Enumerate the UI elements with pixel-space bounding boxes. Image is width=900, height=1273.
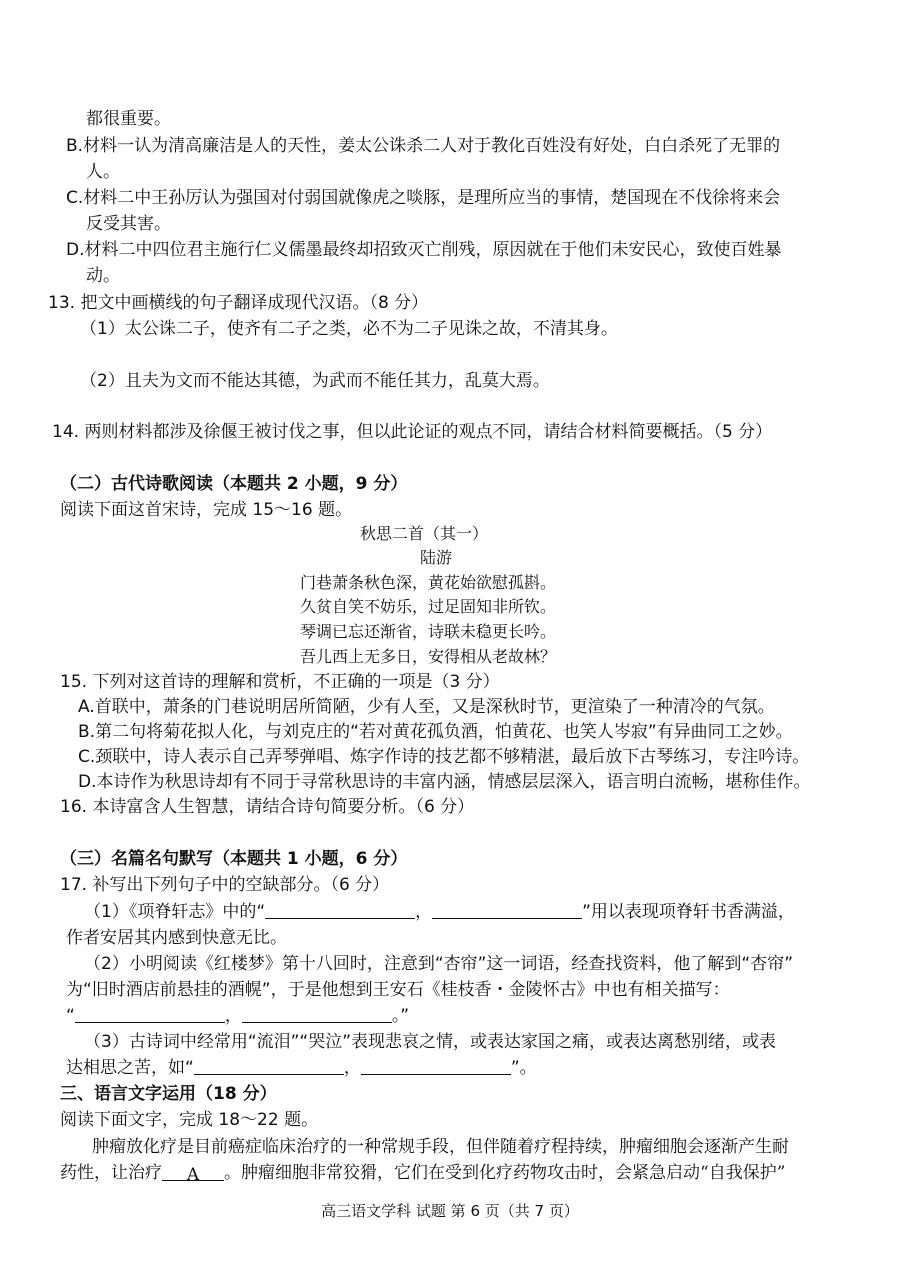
question-13-stem: 13. 把文中画横线的句子翻译成现代汉语。（8 分） [48,293,429,313]
page-footer: 高三语文学科 试题 第 6 页（共 7 页） [321,1202,579,1220]
question-17-item-3-line2 [66,1055,537,1081]
passage-line-1: 肿瘤放化疗是目前癌症临床治疗的一种常规手段，但伴随着疗程持续，肿瘤细胞会逐渐产生耐 [92,1137,789,1157]
answer-blank[interactable] [242,1004,392,1023]
passage-text: 药性，让治疗 [60,1163,162,1183]
question-17-item-2-line1: （2）小明阅读《红楼梦》第十八回时，注意到“杏帘”这一词语，经查找资料，他了解到“杏帘” [84,954,794,974]
item-2-comma: ， [224,1006,242,1026]
answer-blank[interactable] [75,1004,225,1023]
question-15-option-d: D.本诗作为秋思诗却有不同于寻常秋思诗的丰富内涵，情感层层深入，语言明白流畅，堪称佳作。 [78,772,811,792]
item-2-open-quote: “ [66,1006,75,1026]
option-d-line1: D.材料二中四位君主施行仁义儒墨最终却招致灭亡削残，原因就在于他们未安民心，致使百姓暴 [66,240,782,260]
part-3-intro: 阅读下面文字，完成 18～22 题。 [60,1110,319,1130]
poem-line: 吾儿西上无多日，安得相从老故林？ [300,647,557,666]
question-17-item-2-line2: 为“旧时酒店前悬挂的酒幌”，于是他想到王安石《桂枝香・金陵怀古》中也有相关描写： [66,980,730,1000]
option-c-line2: 反受其害。 [86,214,171,234]
poem-line: 琴调已忘还渐省，诗联未稳更长吟。 [300,622,557,641]
question-15-option-c: C.颈联中，诗人表示自己弄琴弹唱、炼字作诗的技艺都不够精湛，最后放下古琴练习，专注吟诗。 [78,747,810,767]
section-3-heading: （三）名篇名句默写（本题共 1 小题，6 分） [60,849,408,869]
answer-blank[interactable] [194,1056,344,1075]
question-13-sentence-1: （1）太公诛二子，使齐有二子之类，必不为二子见诛之故，不清其身。 [80,319,618,339]
item-3-comma: ， [343,1058,361,1078]
answer-blank[interactable] [265,900,415,919]
item-1-suffix: ”用以表现项脊轩书香满溢， [582,902,795,922]
section-2-heading: （二）古代诗歌阅读（本题共 2 小题，9 分） [60,474,408,494]
question-13-sentence-2: （2）且夫为文而不能达其德，为武而不能任其力，乱莫大焉。 [80,371,550,391]
passage-text: 。肿瘤细胞非常狡猾，它们在受到化疗药物攻击时，会紧急启动“自我保护” [224,1163,786,1183]
question-15-option-b: B.第二句将菊花拟人化，与刘克庄的“若对黄花孤负酒，怕黄花、也笑人岑寂”有异曲同工之妙。 [78,722,793,742]
question-16-stem: 16. 本诗富含人生智慧，请结合诗句简要分析。（6 分） [60,797,475,817]
option-b-line1: B.材料一认为清高廉洁是人的天性，姜太公诛杀二人对于教化百姓没有好处，白白杀死了无罪的 [66,136,781,156]
passage-line-2 [60,1160,785,1186]
poem-line: 门巷萧条秋色深，黄花始欲慰孤斟。 [300,573,557,592]
question-17-item-1 [84,899,795,925]
poem-title: 秋思二首（其一） [360,524,489,543]
poem-author: 陆游 [420,548,453,567]
item-1-comma: ， [415,902,433,922]
item-1-prefix: （1）《项脊轩志》中的“ [84,902,266,922]
question-17-item-1-line2: 作者安居其内感到快意无比。 [66,928,287,948]
option-a-continuation: 都很重要。 [86,109,171,129]
option-b-line2: 人。 [86,162,120,182]
question-17-item-2-line3 [66,1003,409,1029]
answer-blank[interactable] [361,1056,511,1075]
option-c-line1: C.材料二中王孙厉认为强国对付弱国就像虎之啖豚，是理所应当的事情，楚国现在不伐徐将来会 [66,188,781,208]
answer-blank-a[interactable]: A [162,1162,224,1181]
section-2-intro: 阅读下面这首宋诗，完成 15～16 题。 [60,500,353,520]
question-15-stem: 15. 下列对这首诗的理解和赏析，不正确的一项是（3 分） [60,672,500,692]
answer-blank[interactable] [432,900,582,919]
part-3-heading: 三、语言文字运用（18 分） [60,1084,277,1104]
question-17-stem: 17. 补写出下列句子中的空缺部分。（6 分） [60,875,390,895]
item-2-close-quote: 。” [391,1006,410,1026]
poem-line: 久贫自笑不妨乐，过足固知非所钦。 [300,597,557,616]
item-3-prefix: 达相思之苦，如“ [66,1058,194,1078]
question-17-item-3-line1: （3）古诗词中经常用“流泪”“哭泣”表现悲哀之情，或表达家国之痛，或表达离愁别绪，或表 [84,1032,777,1052]
item-3-suffix: ”。 [510,1058,537,1078]
question-14-stem: 14. 两则材料都涉及徐偃王被讨伐之事，但以此论证的观点不同，请结合材料简要概括。（5 分） [52,422,773,442]
question-15-option-a: A.首联中，萧条的门巷说明居所简陋，少有人至，又是深秋时节，更渲染了一种清冷的气氛。 [78,697,775,717]
option-d-line2: 动。 [86,266,120,286]
